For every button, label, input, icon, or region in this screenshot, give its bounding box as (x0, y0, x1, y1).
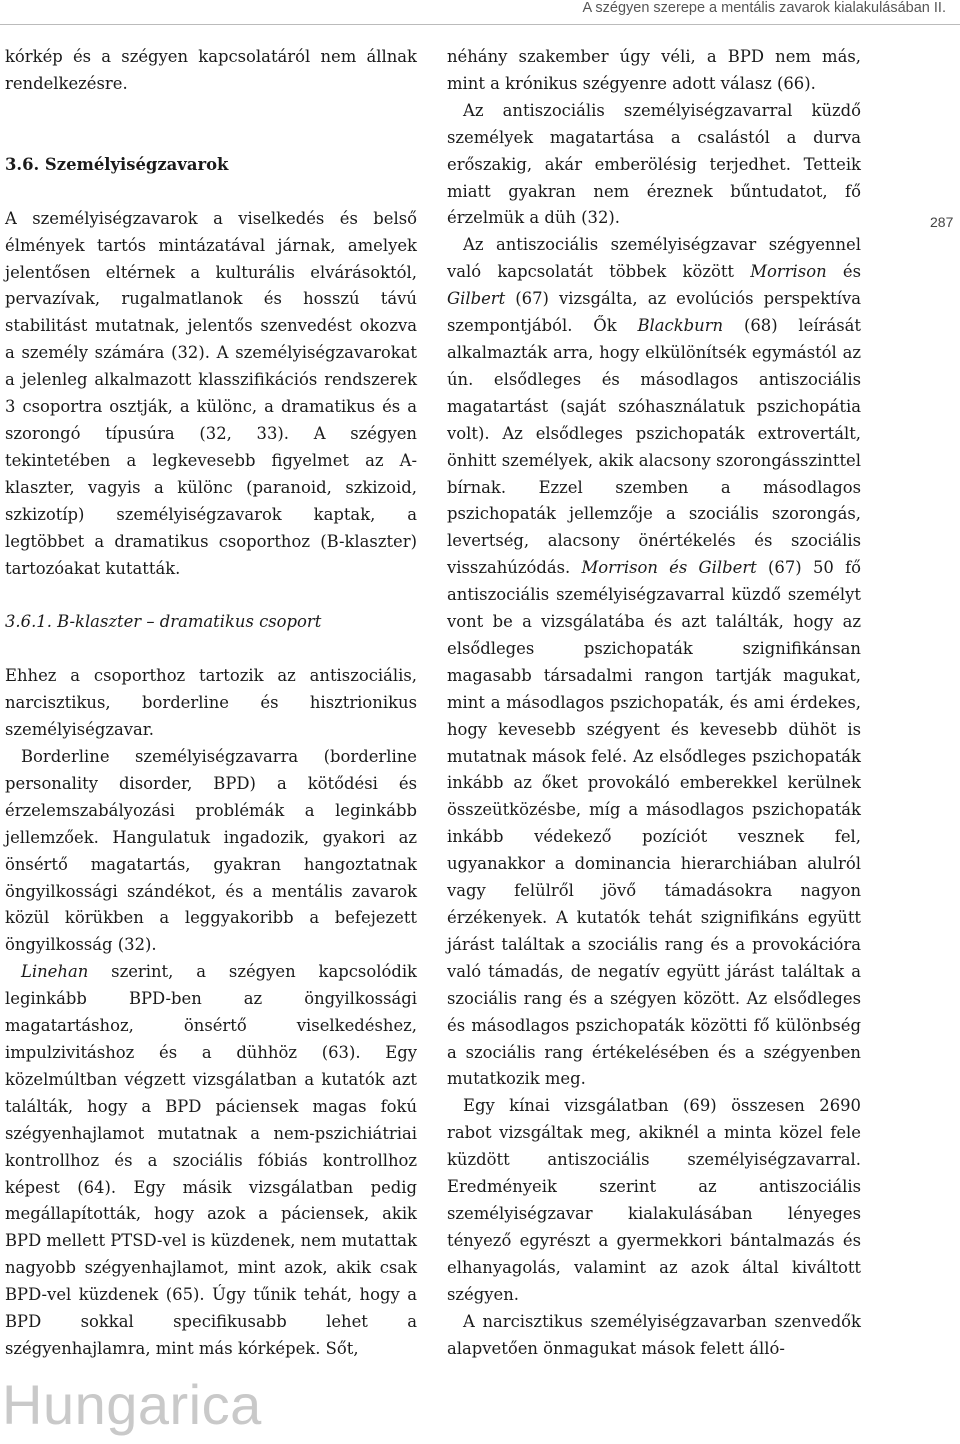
section-paragraph: A személyiségzavarok a viselkedés és belső élmények tartós mintázatával járnak, amelyek jelentősen eltérnek a kulturális elvárásoktól, pervazívak, rugalmatlanok és hosszú távú stabilitást mutatnak, jelentős szenvedést okozva a személy számára (32). A személyiségzavarokat a jelenleg alkalmazott klasszifikációs rendszerek 3 csoportra osztják, a különc, a dramatikus és a szorongó típusúra (32, 33). A szégyen tekintetében a legkevesebb figyelmet az A-klaszter, vagyis a különc (paranoid, szkizoid, szkizotíp) személyiségzavarok kaptak, a legtöbbet a dramatikus csoporthoz (B-klaszter) tartozóakat kutatták. (5, 208, 417, 578)
paragraph-b-cluster: Ehhez a csoporthoz tartozik az antiszociális, narcisztikus, borderline és hisztrionikus személyiségzavar. (5, 666, 417, 740)
left-column (5, 44, 417, 1363)
intro-continuation: kórkép és a szégyen kapcsolatáról nem állnak rendelkezésre. (5, 47, 417, 93)
right-continuation: néhány szakember úgy véli, a BPD nem más, mint a krónikus szégyenre adott válasz (66). (447, 47, 861, 93)
paragraph-antisocial: Az antiszociális személyiségzavarral küzdő személyek magatartása a csalástól a durva erőszakig, akár emberölésig terjedhet. Tetteik miatt gyakran nem éreznek bűntudatot, fő érzelmük a düh (32). (447, 100, 861, 228)
paragraph-chinese-study: Egy kínai vizsgálatban (69) összesen 2690 rabot vizsgáltak meg, akiknél a minta közel fele küzdött antiszociális személyiségzavarral. Eredményeik szerint az antiszociális személyiségzavar kialakulásában lényeges tényező egyrészt a gyermekkori bántalmazás és elhanyagolás, valamint az azok által kiváltott szégyen. (447, 1096, 861, 1304)
running-header: A szégyen szerepe a mentális zavarok kialakulásában II. (582, 0, 946, 16)
right-column (447, 44, 861, 1362)
header-rule (0, 24, 960, 25)
subsection-heading: 3.6.1. B-klaszter – dramatikus csoport (5, 612, 322, 632)
paragraph-borderline: Borderline személyiségzavarra (borderline personality disorder, BPD) a kötődési és érzelemszabályozási problémák a leginkább jellemzőek. Hangulatuk ingadozik, gyakori az önsértő magatartás, gyakran hangoztatnak öngyilkossági szándékot, és a mentális zavarok közül körükben a leggyakoribb a befejezett öngyilkosság (32). (5, 747, 417, 955)
section-heading: 3.6. Személyiségzavarok (5, 154, 229, 174)
page-number: 287 (930, 214, 954, 230)
paragraph-narcissistic: A narcisztikus személyiségzavarban szenvedők alapvetően önmagukat mások felett álló- (447, 1311, 861, 1358)
author-name: Linehan (21, 962, 89, 982)
paragraph-morrison-gilbert: Az antiszociális személyiségzavar szégyennel való kapcsolatát többek között Morrison és Gilbert (67) vizsgálta, az evolúciós perspektíva szempontjából. Ők Blackburn (68) leírását alkalmazták arra, hogy elkülönítsék egymástól az ún. elsődleges és másodlagos antiszociális magatartást (saját szóhasználatuk pszichopátia volt). Az elsődleges pszichopaták extrovertált, önhitt személyek, akik alacsony szorongásszinttel bírnak. Ezzel szemben a másodlagos pszichopaták jellemzője a szociális szorongás, levertség, alacsony önértékelés és szociális visszahúzódás. Morrison és Gilbert (67) 50 fő antiszociális személyiségzavarral küzdő személyt vont be a vizsgálatába és azt találták, hogy az elsődleges pszichopaták szignifikánsan magasabb társadalmi rangon tartják magukat, mint a másodlagos pszichopaták, és ami érdekes, hogy kevesebb szégyent és kevesebb dühöt is mutatnak mások felé. Az elsődleges pszichopaták inkább az őket provokáló emberekkel kerülnek összeütközésbe, míg a másodlagos pszichopaták inkább védekező pozíciót vesznek fel, ugyanakkor a dominancia hierarchiában alulról vagy felülről jövő támadásokra nagyon érzékenyek. A kutatók tehát szignifikáns együtt járást találtak a szociális rang és a provokációra való támadás, de negatív együtt járást találtak a szociális rang és a szégyen között. Az elsődleges és másodlagos pszichopaták közötti fő különbség a szociális rang értékelésében és a szégyenben mutatkozik meg. (447, 235, 862, 1089)
paragraph-linehan: Linehan szerint, a szégyen kapcsolódik leginkább BPD-ben az öngyilkossági magatartáshoz, önsértő viselkedéshez, impulzivitáshoz és a dühhöz (63). Egy közelmúltban végzett vizsgálatban a kutatók azt találták, hogy a BPD páciensek magas fokú szégyenhajlamot mutatnak a nem-pszichiátriai kontrollhoz és a szociális fóbiás kontrollhoz képest (64). Egy másik vizsgálatban pedig megállapították, hogy azok a páciensek, akik BPD mellett PTSD-vel is küzdenek, nem mutattak nagyobb szégyenhajlamot, mint azok, akik csak BPD-vel küzdenek (65). Úgy tűnik tehát, hogy a BPD sokkal specifikusabb lehet a szégyenhajlamra, mint más kórképek. Sőt, (5, 962, 417, 1358)
brand-wordmark: Hungarica (2, 1373, 262, 1436)
